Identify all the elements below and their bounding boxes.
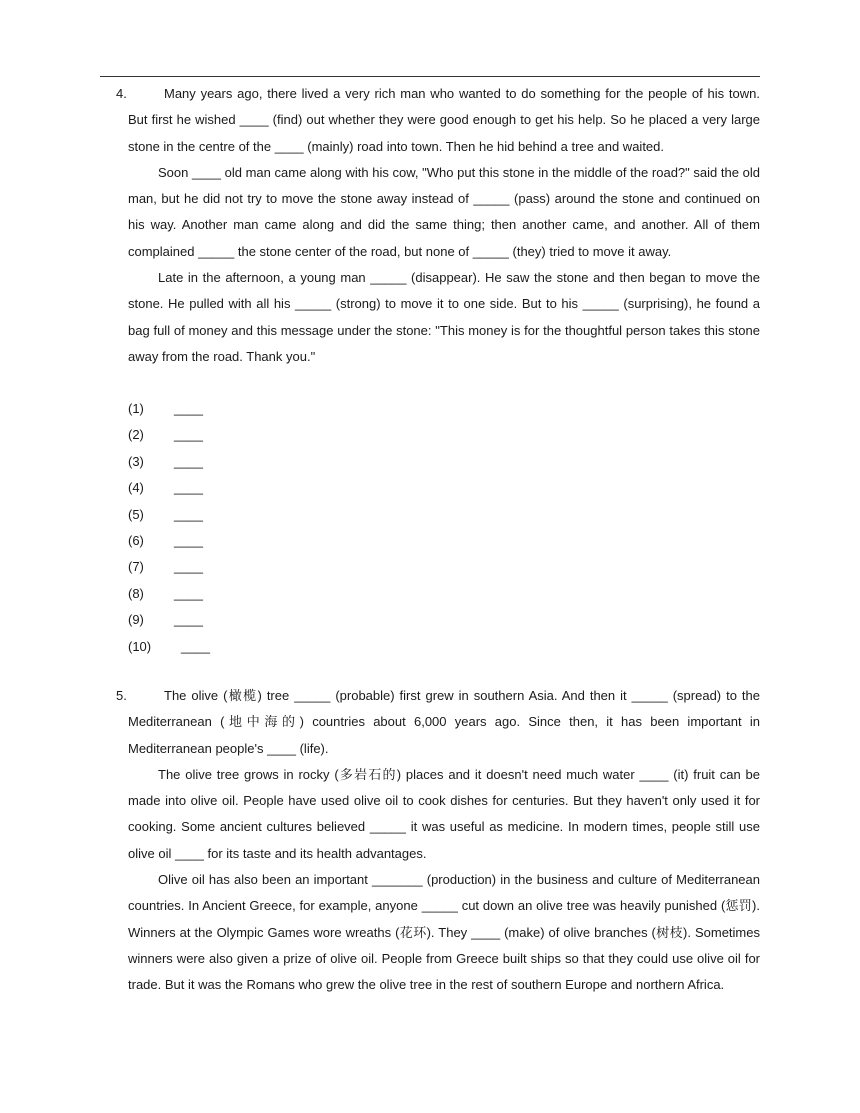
answer-row-6 — [128, 528, 210, 554]
answer-row-7 — [128, 554, 210, 580]
answer-blank[interactable]: ____ — [174, 559, 203, 575]
answer-blank[interactable]: ____ — [174, 453, 203, 469]
answer-row-4 — [128, 475, 210, 501]
answer-blank[interactable]: ____ — [174, 427, 203, 443]
answer-row-2 — [128, 422, 210, 448]
answer-blank[interactable]: ____ — [181, 638, 210, 654]
answer-row-9 — [128, 607, 210, 633]
answer-label: (10) — [128, 638, 152, 654]
header-rule — [100, 76, 760, 77]
answer-label: (8) — [128, 585, 144, 601]
question-4-answer-list — [128, 396, 210, 660]
answer-row-8 — [128, 581, 210, 607]
answer-label: (7) — [128, 559, 144, 575]
question-4-number: 4. — [116, 86, 127, 101]
question-5-paragraph-1: The olive (橄榄) tree _____ (probable) first grew in southern Asia. And then it _____ (spread) to the Mediterranean (地中海的) countries about 6,000 years ago. Since then, it has been important in Mediterranean people's ____ (life). — [128, 688, 760, 756]
answer-blank[interactable]: ____ — [174, 585, 203, 601]
answer-label: (6) — [128, 532, 144, 548]
answer-row-5 — [128, 502, 210, 528]
answer-blank[interactable]: ____ — [174, 532, 203, 548]
answer-label: (2) — [128, 427, 144, 443]
question-5-paragraph-3: Olive oil has also been an important _______ (production) in the business and culture of Mediterranean countries. In Ancient Greece, for example, anyone _____ cut down an olive tree was heavily punished (惩罚). Winners at the Olympic Games wore wreaths (花环). They ____ (make) of olive branches (树枝). Sometimes winners were also given a prize of olive oil. People from Greece built ships so that they could use olive oil for trade. But it was the Romans who grew the olive tree in the rest of southern Europe and northern Africa. — [128, 872, 760, 993]
question-4-paragraph-1: Many years ago, there lived a very rich man who wanted to do something for the people of his town. But first he wished ____ (find) out whether they were good enough to get his help. So he placed a very large stone in the centre of the ____ (mainly) road into town. Then he hid behind a tree and waited. — [128, 86, 760, 154]
answer-row-1 — [128, 396, 210, 422]
question-4-paragraph-2: Soon ____ old man came along with his cow, "Who put this stone in the middle of the road?" said the old man, but he did not try to move the stone away instead of _____ (pass) around the stone and continued on his way. Another man came along and did the same thing; then another came, and another. All of them complained _____ the stone center of the road, but none of _____ (they) tried to move it away. — [128, 164, 760, 259]
answer-label: (5) — [128, 506, 144, 522]
answer-blank[interactable]: ____ — [174, 506, 203, 522]
question-4-passage — [128, 81, 760, 370]
answer-row-10 — [128, 634, 210, 660]
answer-row-3 — [128, 449, 210, 475]
question-5-number: 5. — [116, 688, 127, 703]
question-5-passage — [128, 683, 760, 999]
answer-label: (9) — [128, 612, 144, 628]
answer-label: (4) — [128, 480, 144, 496]
answer-label: (1) — [128, 401, 144, 416]
answer-blank[interactable]: ____ — [174, 480, 203, 496]
answer-blank[interactable]: ____ — [174, 401, 203, 416]
question-4-paragraph-3: Late in the afternoon, a young man _____ (disappear). He saw the stone and then began to move the stone. He pulled with all his _____ (strong) to move it to one side. But to his _____ (surprising), he found a bag full of money and this message under the stone: "This money is for the thoughtful person takes this stone away from the road. Thank you." — [128, 270, 760, 364]
question-5-paragraph-2: The olive tree grows in rocky (多岩石的) places and it doesn't need much water ____ (it) fruit can be made into olive oil. People have used olive oil to cook dishes for centuries. But they haven't only used it for cooking. Some ancient cultures believed _____ it was useful as medicine. In modern times, people still use olive oil ____ for its taste and its health advantages. — [128, 766, 760, 861]
answer-blank[interactable]: ____ — [174, 612, 203, 628]
answer-label: (3) — [128, 453, 144, 469]
